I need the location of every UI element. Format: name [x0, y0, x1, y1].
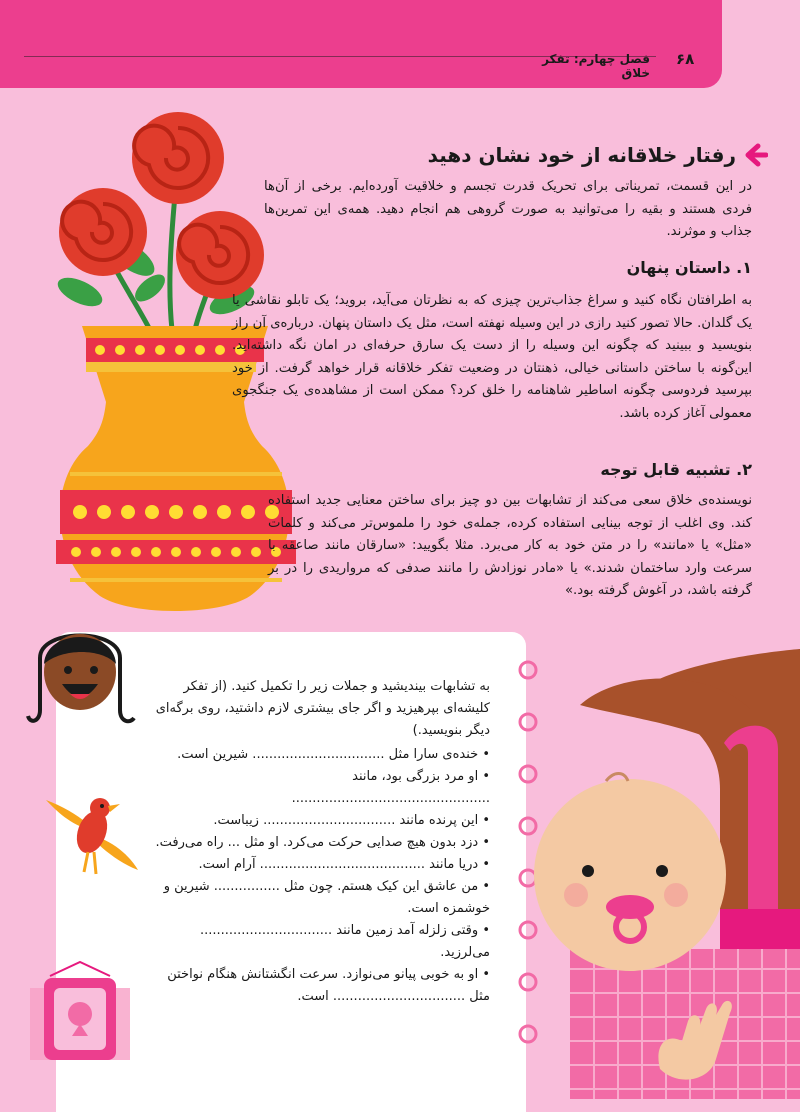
girl-illustration	[22, 618, 142, 728]
arrow-left-icon	[742, 142, 768, 168]
section-title: رفتار خلاقانه از خود نشان دهید	[427, 143, 736, 167]
section-title-row	[420, 138, 768, 172]
exercise-item-3: • این پرنده مانند ................................ زیباست.	[150, 810, 490, 832]
exercise-item-1: • خنده‌ی سارا مثل ................................ شیرین است.	[150, 744, 490, 766]
part1-body: به اطرافتان نگاه کنید و سراغ جذاب‌ترین چیزی که به نظرتان می‌آید، بروید؛ یک تابلو نقاشی یا یک گلدان. حالا تصور کنید رازی در این وسیله نهفته است، مثل یک داستان پنهان. درباره‌ی آن راز بنویسید و ببینید که چگونه این وسیله را از دست یک سارق حرفه‌ای در امان نگه داشته‌اید. این‌گونه با ساختن داستانی خیالی، ذهنتان در وضعیت تفکر خلاقانه قرار خواهد گرفت. از خود بپرسید فردوسی چگونه اساطیر شاهنامه را خلق کرد؟ ممکن است از مشاهده‌ی یک جنگجوی معمولی آغاز کرده باشد.	[232, 293, 752, 421]
part2-body: نویسنده‌ی خلاق سعی می‌کند از تشابهات بین دو چیز برای ساختن معنایی جدید استفاده کند. وی اغلب از توجه بینایی استفاده کرده، جمله‌ی خود را ملموس‌تر می‌کند و کلمات «مثل» یا «مانند» را در متن خود به کار می‌برد. مثلا بگویید: «سارقان مانند صاعقه با سرعت وارد ساختمان شدند.» یا «مادر نوزادش را مانند صدفی که مرواریدی را در بر گرفته باشد، در آغوش گرفته بود.»	[268, 493, 752, 598]
exercise-item-4: • دزد بدون هیچ صدایی حرکت می‌کرد. او مثل ... راه می‌رفت.	[150, 832, 490, 854]
exercise-item-6: • من عاشق این کیک هستم. چون مثل ................ شیرین و خوشمزه است.	[150, 876, 490, 920]
baby-illustration	[510, 649, 800, 1099]
exercise-item-8: • او به خوبی پیانو می‌نوازد. سرعت انگشتانش هنگام نواختن مثل ................................ است.	[150, 964, 490, 1008]
picture-frame-illustration	[30, 960, 130, 1064]
exercise-block	[150, 676, 490, 1008]
exercise-intro: به تشابهات بیندیشید و جملات زیر را تکمیل کنید. (از تفکر کلیشه‌ای بپرهیزید و اگر جای بیشتری لازم داشتید، روی برگه‌ای دیگر بنویسید.)	[155, 679, 490, 738]
exercise-item-7: • وقتی زلزله آمد زمین مانند ................................ می‌لرزید.	[150, 920, 490, 964]
chapter-title: فصل چهارم: تفکر خلاق	[542, 52, 650, 80]
part2-heading: ۲. تشبیه قابل توجه	[600, 460, 752, 479]
exercise-item-2: • او مرد بزرگی بود، مانند ................................................	[150, 766, 490, 810]
page-number: ۶۸	[676, 50, 695, 68]
bird-illustration	[44, 784, 144, 884]
exercise-item-5: • دریا مانند ........................................ آرام است.	[150, 854, 490, 876]
section-intro: در این قسمت، تمریناتی برای تحریک قدرت تجسم و خلاقیت آورده‌ایم. برخی از آن‌ها فردی هستند و بقیه را می‌توانید به صورت گروهی هم انجام دهید. همه‌ی این تمرین‌ها جذاب و موثرند.	[264, 179, 752, 239]
part1-heading: ۱. داستان پنهان	[626, 258, 752, 277]
